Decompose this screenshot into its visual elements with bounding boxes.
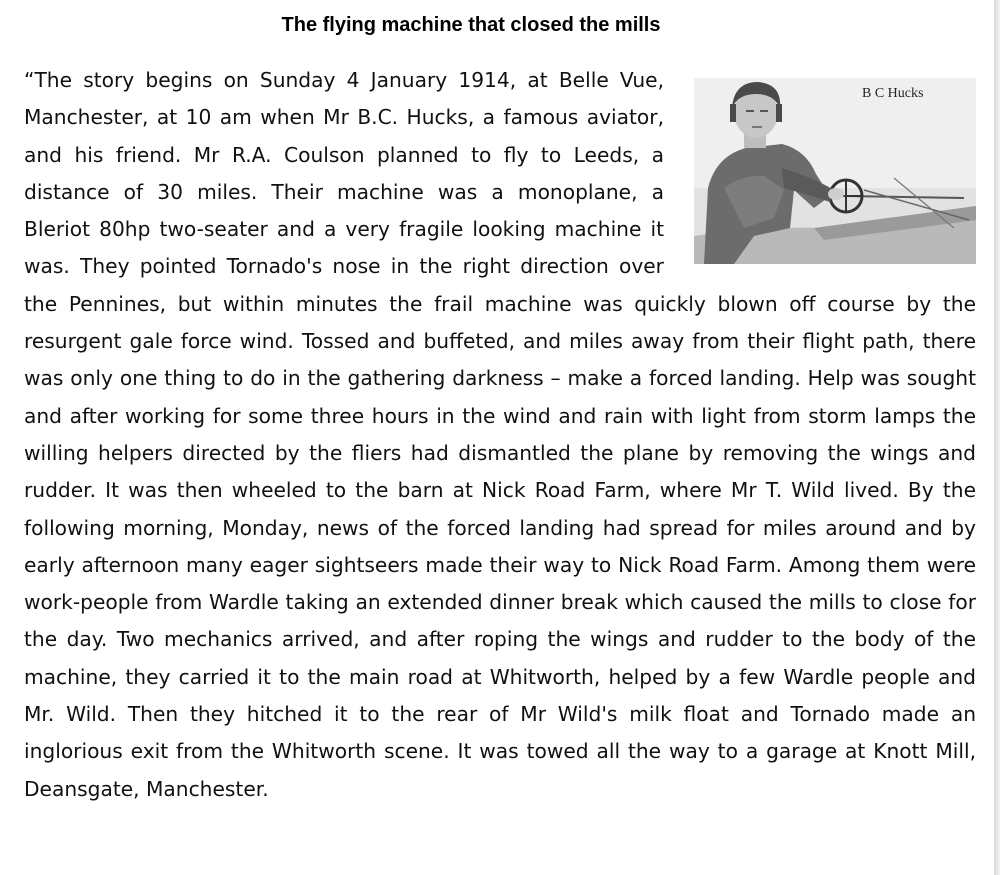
page-edge-shadow bbox=[994, 0, 1000, 875]
photo-caption: B C Hucks bbox=[862, 86, 924, 101]
story-text: “The story begins on Sunday 4 January 1914, at Belle Vue, Manchester, at 10 am when Mr B.C. Hucks, a famous aviator, and his friend. Mr R.A. Coulson planned to fly to Leeds, a distance of 30 miles. Their machine was a monoplane, a Bleriot 80hp two-seater and a very fragile looking machine it was. They pointed Tornado's nose in the right direction over the Pennines, but within minutes the frail machine was quickly blown off course by the resurgent gale force wind. Tossed and buffeted, and miles away from their flight path, there was only one thing to do in the gathering darkness – make a forced landing. Help was sought and after working for some three hours in the wind and rain with light from storm lamps the willing helpers directed by the fliers had dismantled the plane by removing the wings and rudder. It was then wheeled to the barn at Nick Road Farm, where Mr T. Wild lived. By the following morning, Monday, news of the forced landing had spread for miles around and by early afternoon many eager sightseers made their way to Nick Road Farm. Among them were work-people from Wardle taking an extended dinner break which caused the mills to close for the day. Two mechanics arrived, and after roping the wings and rudder to the body of the machine, they carried it to the main road at Whitworth, helped by a few Wardle people and Mr. Wild. Then they hitched it to the rear of Mr Wild's milk float and Tornado made an inglorious exit from the Whitworth scene. It was towed all the way to a garage at Knott Mill, Deansgate, Manchester. bbox=[24, 68, 976, 801]
document-title: The flying machine that closed the mills bbox=[281, 14, 661, 36]
aviator-photo bbox=[694, 78, 976, 264]
story-paragraph bbox=[24, 62, 976, 808]
aviator-photo-image bbox=[694, 78, 976, 264]
